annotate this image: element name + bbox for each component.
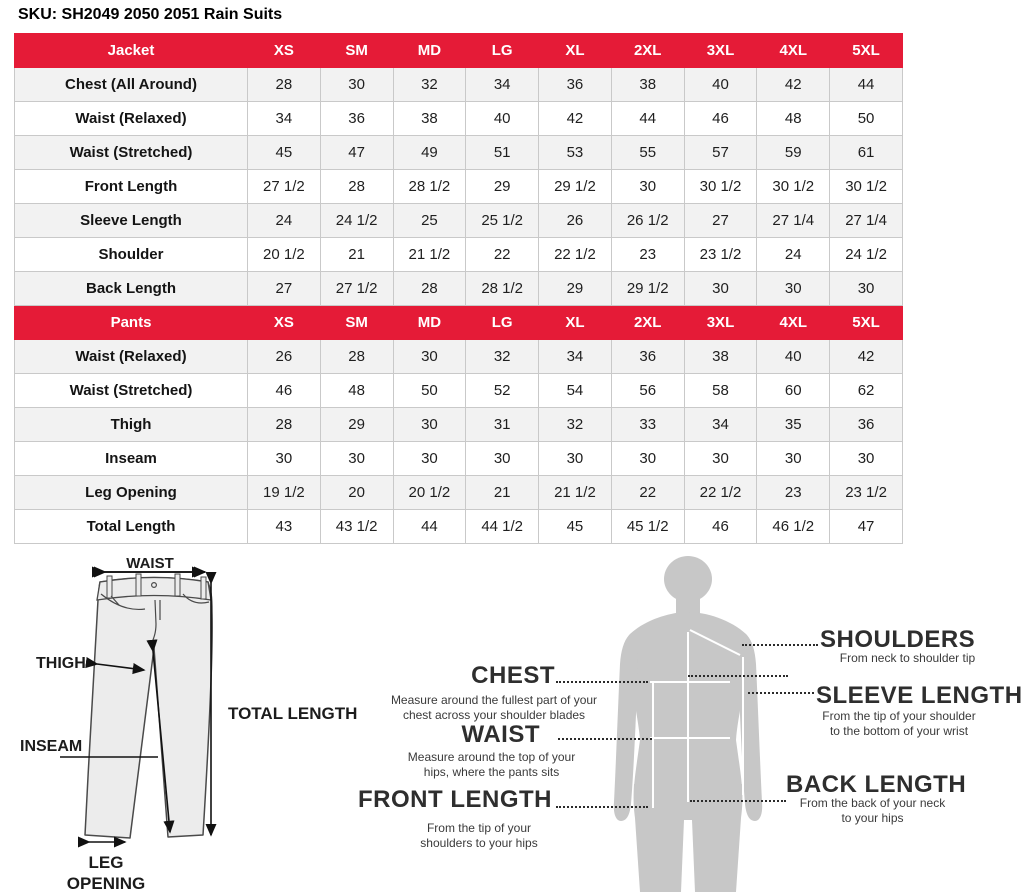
size-column-header: MD (393, 306, 466, 340)
size-column-header: XL (539, 306, 612, 340)
size-value-cell: 61 (830, 136, 903, 170)
size-value-cell: 28 1/2 (393, 170, 466, 204)
size-value-cell: 55 (611, 136, 684, 170)
size-value-cell: 38 (393, 102, 466, 136)
size-column-header: 4XL (757, 306, 830, 340)
measurement-label-cell: Sleeve Length (15, 204, 248, 238)
size-value-cell: 28 (248, 68, 321, 102)
size-value-cell: 32 (539, 408, 612, 442)
front-length-heading: FRONT LENGTH (358, 786, 552, 813)
size-value-cell: 32 (466, 340, 539, 374)
size-value-cell: 30 (611, 442, 684, 476)
size-column-header: XL (539, 34, 612, 68)
pants-thigh-label: THIGH (36, 655, 86, 672)
size-column-header: 2XL (611, 306, 684, 340)
size-value-cell: 29 (466, 170, 539, 204)
size-value-cell: 27 (684, 204, 757, 238)
size-value-cell: 28 (248, 408, 321, 442)
size-value-cell: 38 (684, 340, 757, 374)
size-value-cell: 21 (320, 238, 393, 272)
size-value-cell: 30 1/2 (830, 170, 903, 204)
size-value-cell: 53 (539, 136, 612, 170)
waist-heading: WAIST (461, 721, 540, 748)
size-column-header: SM (320, 306, 393, 340)
chest-leader-line-right (688, 675, 788, 677)
size-value-cell: 20 1/2 (248, 238, 321, 272)
measurement-label-cell: Thigh (15, 408, 248, 442)
size-value-cell: 23 1/2 (684, 238, 757, 272)
measurement-row (15, 374, 903, 408)
section-header-cell: Pants (15, 306, 248, 340)
size-value-cell: 30 (466, 442, 539, 476)
size-value-cell: 32 (393, 68, 466, 102)
size-value-cell: 44 (393, 510, 466, 544)
size-value-cell: 38 (611, 68, 684, 102)
size-value-cell: 28 (320, 170, 393, 204)
page-title: SKU: SH2049 2050 2051 Rain Suits (18, 6, 283, 23)
size-value-cell: 46 (684, 510, 757, 544)
size-value-cell: 27 1/4 (757, 204, 830, 238)
size-value-cell: 46 (684, 102, 757, 136)
size-value-cell: 24 (757, 238, 830, 272)
size-column-header: XS (248, 34, 321, 68)
pants-waist-label: WAIST (126, 555, 174, 572)
size-column-header: SM (320, 34, 393, 68)
measurement-label-cell: Chest (All Around) (15, 68, 248, 102)
size-value-cell: 52 (466, 374, 539, 408)
size-value-cell: 26 (248, 340, 321, 374)
size-value-cell: 31 (466, 408, 539, 442)
size-value-cell: 46 (248, 374, 321, 408)
chest-heading: CHEST (471, 662, 555, 689)
sleeve-length-description: From the tip of your shoulder to the bottom of your wrist (822, 709, 976, 738)
size-value-cell: 27 1/4 (830, 204, 903, 238)
pants-total-length-label: TOTAL LENGTH (228, 704, 358, 723)
size-value-cell: 22 1/2 (539, 238, 612, 272)
measurement-label-cell: Front Length (15, 170, 248, 204)
size-value-cell: 27 1/2 (320, 272, 393, 306)
size-value-cell: 56 (611, 374, 684, 408)
measurement-row (15, 136, 903, 170)
size-value-cell: 40 (757, 340, 830, 374)
measurement-label-cell: Total Length (15, 510, 248, 544)
size-value-cell: 36 (539, 68, 612, 102)
measurement-row (15, 408, 903, 442)
measurement-label-cell: Waist (Stretched) (15, 136, 248, 170)
size-column-header: LG (466, 306, 539, 340)
size-value-cell: 30 (757, 442, 830, 476)
size-value-cell: 21 (466, 476, 539, 510)
size-value-cell: 36 (830, 408, 903, 442)
size-value-cell: 47 (830, 510, 903, 544)
size-value-cell: 29 (539, 272, 612, 306)
size-value-cell: 30 (684, 272, 757, 306)
measurement-row (15, 68, 903, 102)
table-header-row (15, 306, 903, 340)
pants-inseam-label: INSEAM (20, 738, 83, 755)
size-value-cell: 45 (248, 136, 321, 170)
size-value-cell: 30 (684, 442, 757, 476)
size-value-cell: 43 (248, 510, 321, 544)
size-value-cell: 40 (684, 68, 757, 102)
measurement-row (15, 102, 903, 136)
size-value-cell: 44 (830, 68, 903, 102)
size-value-cell: 30 (393, 408, 466, 442)
measurement-label-cell: Waist (Stretched) (15, 374, 248, 408)
size-value-cell: 22 (466, 238, 539, 272)
size-value-cell: 25 (393, 204, 466, 238)
size-value-cell: 50 (393, 374, 466, 408)
size-value-cell: 22 1/2 (684, 476, 757, 510)
size-column-header: 2XL (611, 34, 684, 68)
pants-button (152, 583, 157, 588)
measurement-row (15, 272, 903, 306)
sleeve-length-heading: SLEEVE LENGTH (816, 682, 1023, 709)
size-value-cell: 46 1/2 (757, 510, 830, 544)
size-value-cell: 60 (757, 374, 830, 408)
size-value-cell: 54 (539, 374, 612, 408)
size-value-cell: 28 (320, 340, 393, 374)
sleeve-length-leader-line (748, 692, 814, 694)
waist-description: Measure around the top of your hips, where the pants sits (407, 750, 576, 779)
size-value-cell: 28 1/2 (466, 272, 539, 306)
size-value-cell: 42 (830, 340, 903, 374)
measurement-row (15, 204, 903, 238)
chest-description: Measure around the fullest part of your chest across your shoulder blades (390, 693, 598, 722)
size-value-cell: 47 (320, 136, 393, 170)
size-value-cell: 30 1/2 (757, 170, 830, 204)
size-value-cell: 26 1/2 (611, 204, 684, 238)
measurement-label-cell: Back Length (15, 272, 248, 306)
measurement-row (15, 170, 903, 204)
size-value-cell: 22 (611, 476, 684, 510)
size-value-cell: 24 1/2 (830, 238, 903, 272)
size-value-cell: 27 1/2 (248, 170, 321, 204)
size-value-cell: 20 (320, 476, 393, 510)
back-length-description: From the back of your neck to your hips (799, 796, 946, 825)
measurement-row (15, 476, 903, 510)
front-length-leader-line (556, 806, 648, 808)
size-value-cell: 48 (757, 102, 830, 136)
measurement-label-cell: Leg Opening (15, 476, 248, 510)
size-column-header: 3XL (684, 34, 757, 68)
size-value-cell: 24 1/2 (320, 204, 393, 238)
size-value-cell: 21 1/2 (539, 476, 612, 510)
section-header-cell: Jacket (15, 34, 248, 68)
size-value-cell: 48 (320, 374, 393, 408)
size-value-cell: 34 (539, 340, 612, 374)
size-value-cell: 42 (539, 102, 612, 136)
size-value-cell: 30 (320, 68, 393, 102)
size-value-cell: 34 (684, 408, 757, 442)
size-value-cell: 27 (248, 272, 321, 306)
measurement-row (15, 442, 903, 476)
size-value-cell: 30 (320, 442, 393, 476)
measurement-label-cell: Waist (Relaxed) (15, 340, 248, 374)
size-value-cell: 30 (830, 272, 903, 306)
size-column-header: XS (248, 306, 321, 340)
size-value-cell: 23 (757, 476, 830, 510)
size-value-cell: 36 (611, 340, 684, 374)
pants-outline (85, 578, 212, 839)
size-value-cell: 30 (393, 442, 466, 476)
size-column-header: 3XL (684, 306, 757, 340)
measurement-label-cell: Waist (Relaxed) (15, 102, 248, 136)
measurement-row (15, 238, 903, 272)
size-value-cell: 28 (393, 272, 466, 306)
size-value-cell: 29 1/2 (539, 170, 612, 204)
size-value-cell: 36 (320, 102, 393, 136)
size-value-cell: 35 (757, 408, 830, 442)
body-silhouette (600, 552, 775, 895)
size-value-cell: 58 (684, 374, 757, 408)
measurement-label-cell: Shoulder (15, 238, 248, 272)
size-value-cell: 30 (757, 272, 830, 306)
size-value-cell: 45 (539, 510, 612, 544)
size-value-cell: 30 (393, 340, 466, 374)
size-value-cell: 43 1/2 (320, 510, 393, 544)
size-value-cell: 62 (830, 374, 903, 408)
size-value-cell: 42 (757, 68, 830, 102)
shoulders-leader-line (742, 644, 818, 646)
size-value-cell: 30 (539, 442, 612, 476)
size-value-cell: 44 (611, 102, 684, 136)
size-value-cell: 34 (466, 68, 539, 102)
back-length-heading: BACK LENGTH (786, 771, 967, 798)
size-value-cell: 23 1/2 (830, 476, 903, 510)
waist-leader-line (558, 738, 652, 740)
shoulders-heading: SHOULDERS (820, 626, 976, 653)
size-value-cell: 23 (611, 238, 684, 272)
size-value-cell: 59 (757, 136, 830, 170)
size-value-cell: 33 (611, 408, 684, 442)
pants-diagram (15, 552, 245, 857)
size-value-cell: 25 1/2 (466, 204, 539, 238)
size-value-cell: 30 (611, 170, 684, 204)
size-column-header: MD (393, 34, 466, 68)
measurement-label-cell: Inseam (15, 442, 248, 476)
front-length-description: From the tip of your shoulders to your hips (420, 821, 538, 850)
size-value-cell: 26 (539, 204, 612, 238)
size-value-cell: 45 1/2 (611, 510, 684, 544)
size-value-cell: 49 (393, 136, 466, 170)
size-value-cell: 50 (830, 102, 903, 136)
size-value-cell: 24 (248, 204, 321, 238)
size-value-cell: 30 (248, 442, 321, 476)
size-value-cell: 21 1/2 (393, 238, 466, 272)
measurement-row (15, 340, 903, 374)
chest-leader-line (556, 681, 648, 683)
size-value-cell: 20 1/2 (393, 476, 466, 510)
measurement-row (15, 510, 903, 544)
size-value-cell: 30 (830, 442, 903, 476)
size-value-cell: 51 (466, 136, 539, 170)
size-column-header: 5XL (830, 306, 903, 340)
size-column-header: LG (466, 34, 539, 68)
shoulders-description: From neck to shoulder tip (839, 651, 976, 665)
size-chart-table (14, 33, 903, 544)
table-header-row (15, 34, 903, 68)
size-column-header: 5XL (830, 34, 903, 68)
size-value-cell: 44 1/2 (466, 510, 539, 544)
pants-leg-opening-label: LEG OPENING (66, 853, 146, 894)
back-length-leader-line (690, 800, 786, 802)
size-value-cell: 30 1/2 (684, 170, 757, 204)
size-value-cell: 40 (466, 102, 539, 136)
size-value-cell: 34 (248, 102, 321, 136)
size-value-cell: 29 (320, 408, 393, 442)
size-value-cell: 57 (684, 136, 757, 170)
size-value-cell: 29 1/2 (611, 272, 684, 306)
size-value-cell: 19 1/2 (248, 476, 321, 510)
size-column-header: 4XL (757, 34, 830, 68)
